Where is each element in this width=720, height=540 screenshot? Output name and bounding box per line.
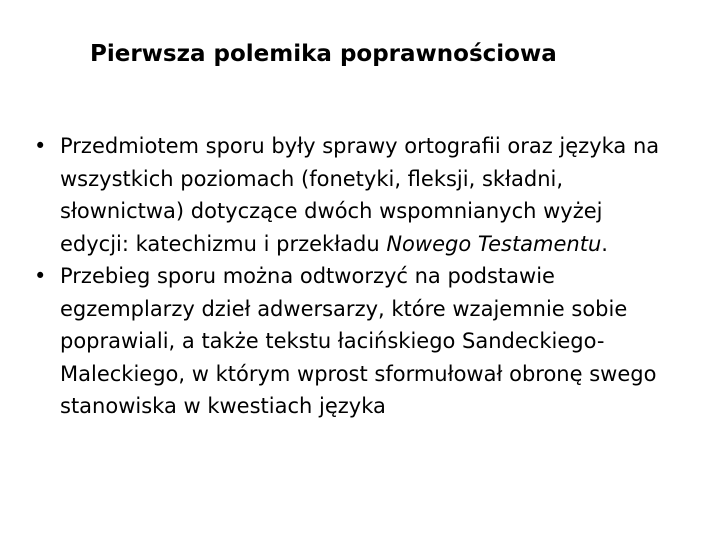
bullet-text (60, 260, 674, 423)
bullet-item (34, 130, 674, 260)
bullet-list (34, 130, 674, 423)
bullet-marker: • (34, 134, 47, 158)
bullet-emphasis: Nowego Testamentu (386, 231, 602, 256)
bullet-text-end: . (601, 231, 608, 256)
bullet-text (60, 130, 674, 260)
bullet-marker: • (34, 264, 47, 288)
bullet-text-main: Przebieg sporu można odtworzyć na podstawie egzemplarzy dzieł adwersarzy, które wzajemnie sobie poprawiali, a także tekstu łacińskiego Sandeckiego-Maleckiego, w którym wprost sformułował obronę swego stanowiska w kwestiach języka (60, 264, 657, 418)
bullet-text-main: Przedmiotem sporu były sprawy ortografii oraz języka na wszystkich poziomach (fonetyki, fleksji, składni, słownictwa) dotyczące dwóch wspomnianych wyżej edycji: katechizmu i przekładu (60, 134, 660, 256)
bullet-item (34, 260, 674, 423)
slide-title: Pierwsza polemika poprawnościowa (90, 41, 557, 67)
